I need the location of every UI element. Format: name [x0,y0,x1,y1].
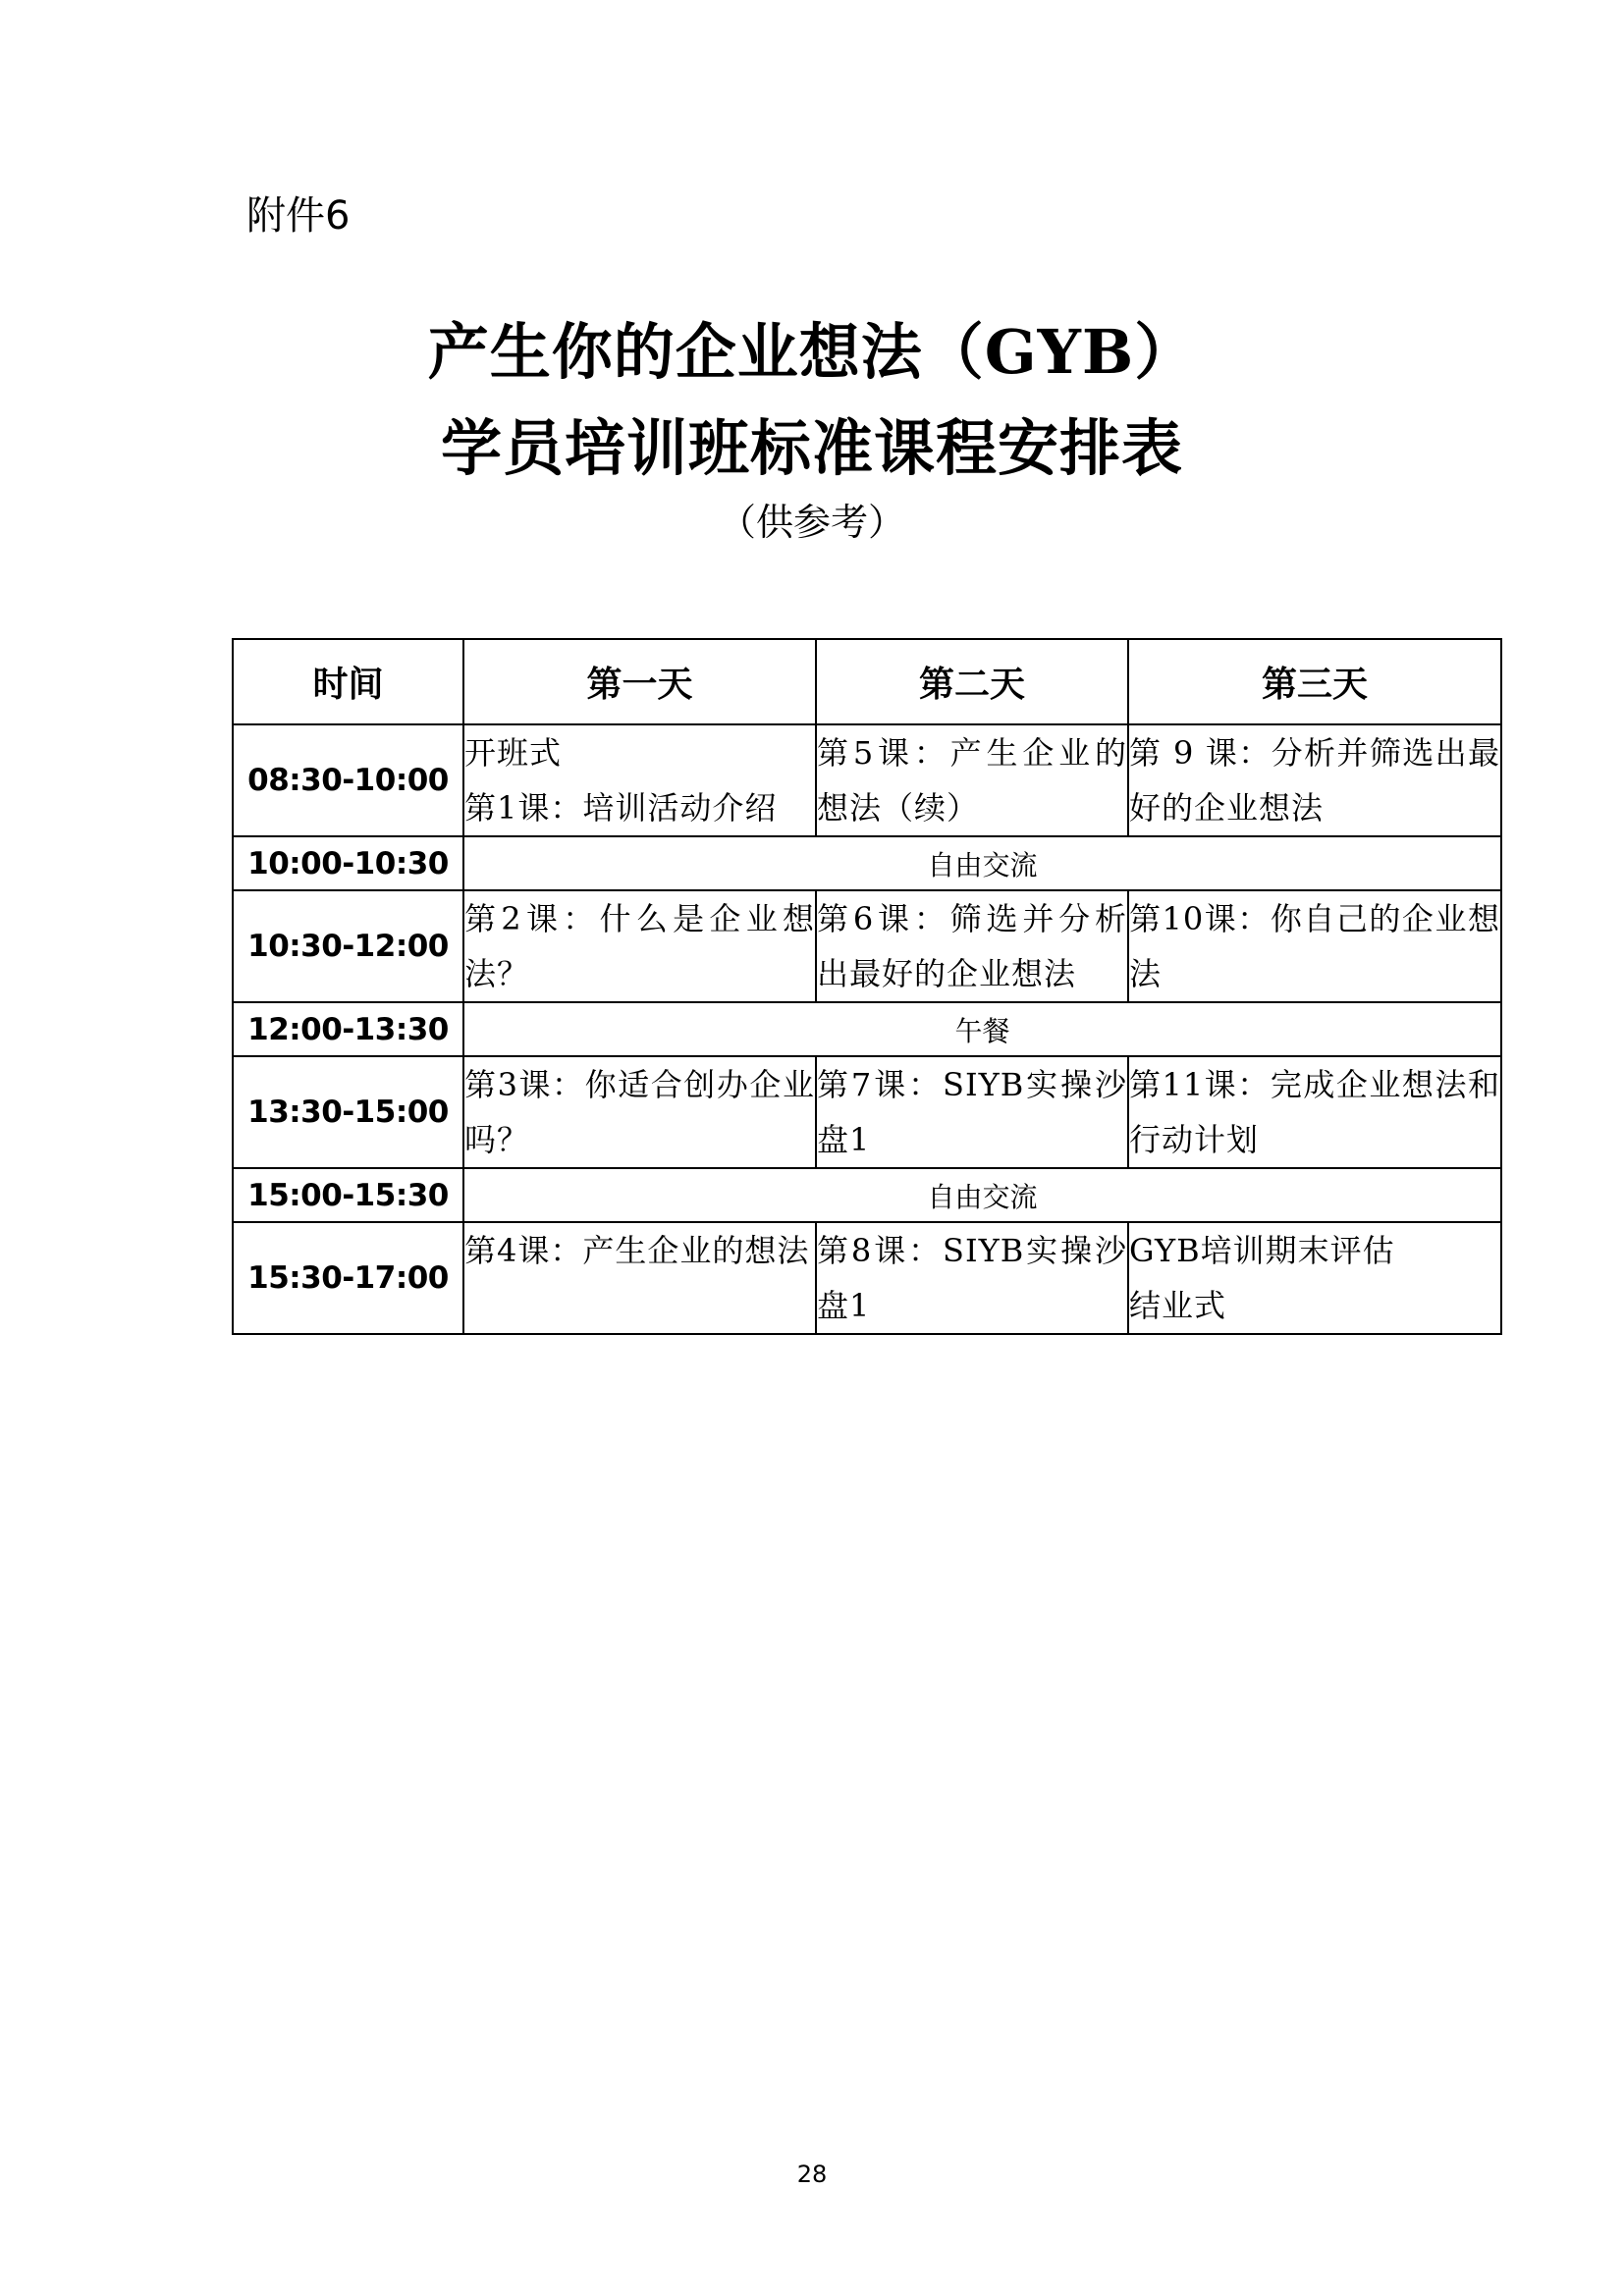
lesson-cell-day-2 [816,1222,1128,1334]
break-cell: 自由交流 [463,836,1501,890]
table-row-break [233,1168,1501,1222]
time-slot: 10:30-12:00 [233,890,463,1002]
time-slot: 15:00-15:30 [233,1168,463,1222]
document-title-line-1: 产生你的企业想法（GYB） [427,316,1197,388]
lesson-cell-day-1 [463,1056,816,1168]
lesson-text: 第10课：你自己的企业想法 [1129,900,1500,992]
lesson-text: 第3课：你适合创办企业吗？ [464,1066,815,1158]
header-time: 时间 [233,639,463,724]
lesson-cell-day-3 [1128,1222,1501,1334]
header-day-3: 第三天 [1128,639,1501,724]
table-row [233,1056,1501,1168]
table-row [233,724,1501,836]
header-day-2: 第二天 [816,639,1128,724]
time-slot: 10:00-10:30 [233,836,463,890]
lesson-cell-day-3 [1128,1056,1501,1168]
table-row-break [233,836,1501,890]
time-slot: 15:30-17:00 [233,1222,463,1334]
lesson-cell-day-2 [816,724,1128,836]
lesson-cell-day-1 [463,890,816,1002]
break-cell: 自由交流 [463,1168,1501,1222]
time-slot: 13:30-15:00 [233,1056,463,1168]
lesson-text: 第11课：完成企业想法和行动计划 [1129,1066,1500,1158]
lesson-text: GYB培训期末评估 结业式 [1129,1232,1395,1324]
time-slot: 12:00-13:30 [233,1002,463,1056]
lesson-cell-day-2 [816,890,1128,1002]
lesson-text: 第2课：什么是企业想法？ [464,900,815,992]
table-row [233,1222,1501,1334]
table-row-break [233,1002,1501,1056]
table-header-row [233,639,1501,724]
lesson-text: 第 9 课：分析并筛选出最好的企业想法 [1129,734,1500,827]
page-number: 28 [796,2161,828,2188]
lesson-cell-day-3 [1128,890,1501,1002]
schedule-table [232,638,1502,1335]
time-slot: 08:30-10:00 [233,724,463,836]
lesson-text: 第7课：SIYB实操沙盘1 [817,1066,1127,1158]
table-row [233,890,1501,1002]
document-title-line-2: 学员培训班标准课程安排表 [440,412,1183,484]
break-cell: 午餐 [463,1002,1501,1056]
lesson-text: 第5课：产生企业的想法（续） [817,734,1127,827]
lesson-cell-day-3 [1128,724,1501,836]
lesson-cell-day-1 [463,1222,816,1334]
attachment-label: 附件6 [246,193,351,239]
header-day-1: 第一天 [463,639,816,724]
lesson-text: 开班式 第1课：培训活动介绍 [464,734,778,827]
lesson-text: 第8课：SIYB实操沙盘1 [817,1232,1127,1324]
lesson-cell-day-2 [816,1056,1128,1168]
lesson-text: 第6课：筛选并分析出最好的企业想法 [817,900,1127,992]
document-subtitle: （供参考） [718,501,905,544]
lesson-cell-day-1 [463,724,816,836]
lesson-text: 第4课：产生企业的想法 [464,1232,810,1269]
